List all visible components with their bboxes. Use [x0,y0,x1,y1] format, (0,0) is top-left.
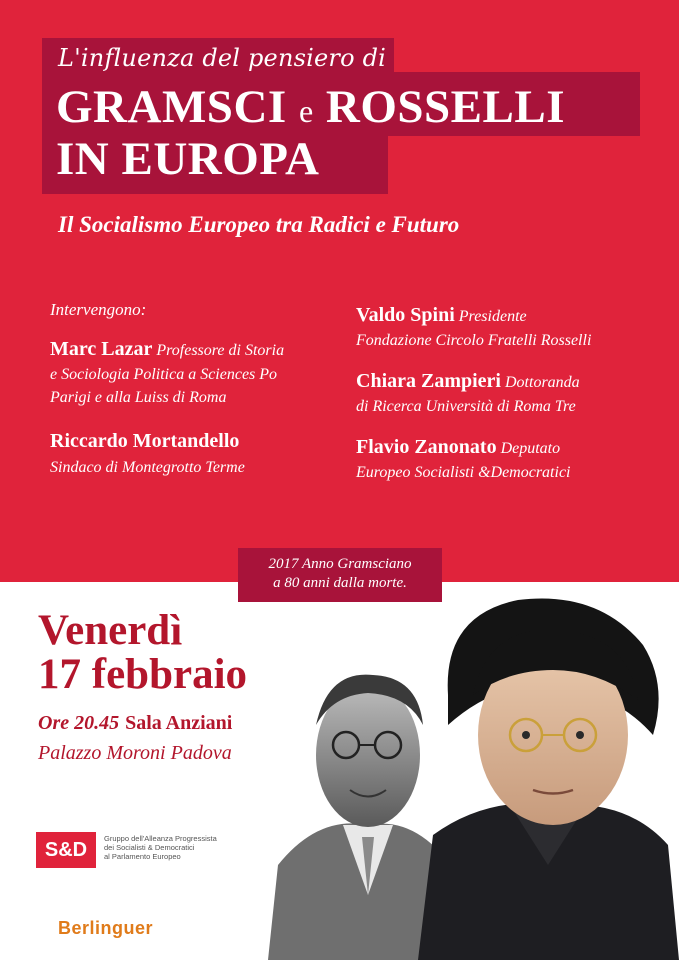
speaker-name: Chiara Zampieri [356,370,501,392]
speaker-role: di Ricerca Università di Roma Tre [356,398,576,415]
sd-logo: S&D [36,832,96,868]
event-day: Venerdì [38,607,183,654]
event-date: 17 febbraio [38,651,248,698]
pretitle: L'influenza del pensiero di [58,44,387,72]
speaker-role: Sindaco di Montegrotto Terme [50,459,245,476]
anniversary-banner [238,548,442,602]
banner-line-1: 2017 Anno Gramsciano [268,556,412,572]
speaker-name: Valdo Spini [356,304,455,326]
speaker-name: Flavio Zanonato [356,436,497,458]
berlinguer-logo: Berlinguer [58,918,154,938]
sd-text-line: Gruppo dell'Alleanza Progressista [104,834,217,843]
speaker-role: Parigi e alla Luiss di Roma [50,389,227,406]
title-gramsci: GRAMSCI [56,81,287,133]
title-box-notch [388,136,640,194]
speaker-role: Fondazione Circolo Fratelli Rosselli [356,332,592,349]
speaker-lazar [50,338,284,362]
event-time-room [38,712,232,735]
speaker-zanonato [356,436,560,460]
event-venue: Palazzo Moroni Padova [38,742,232,764]
subtitle: Il Socialismo Europeo tra Radici e Futuro [58,212,460,237]
title-rosselli: ROSSELLI [325,81,566,133]
speaker-role: Presidente [458,308,527,325]
speaker-name: Marc Lazar [50,338,153,360]
speakers-label: Intervengono: [50,300,147,319]
speaker-role: Europeo Socialisti &Democratici [356,464,571,481]
portraits-image [258,575,679,960]
sd-group-text [104,834,244,861]
speaker-role: Professore di Storia [156,342,285,359]
event-time: Ore 20.45 [38,712,120,734]
event-room: Sala Anziani [125,712,233,734]
title-line-2: IN EUROPA [56,133,320,185]
speaker-spini [356,304,527,328]
title-line-1 [56,82,565,136]
banner-line-2: a 80 anni dalla morte. [273,575,407,591]
speaker-zampieri [356,370,580,394]
sd-text-line: dei Socialisti & Democratici [104,843,195,852]
sd-text-line: al Parlamento Europeo [104,852,181,861]
speaker-role: e Sociologia Politica a Sciences Po [50,366,278,383]
title-conjunction: e [298,93,314,129]
speaker-name: Riccardo Mortandello [50,430,240,452]
speaker-role: Deputato [500,440,561,457]
speaker-role: Dottoranda [505,374,580,391]
